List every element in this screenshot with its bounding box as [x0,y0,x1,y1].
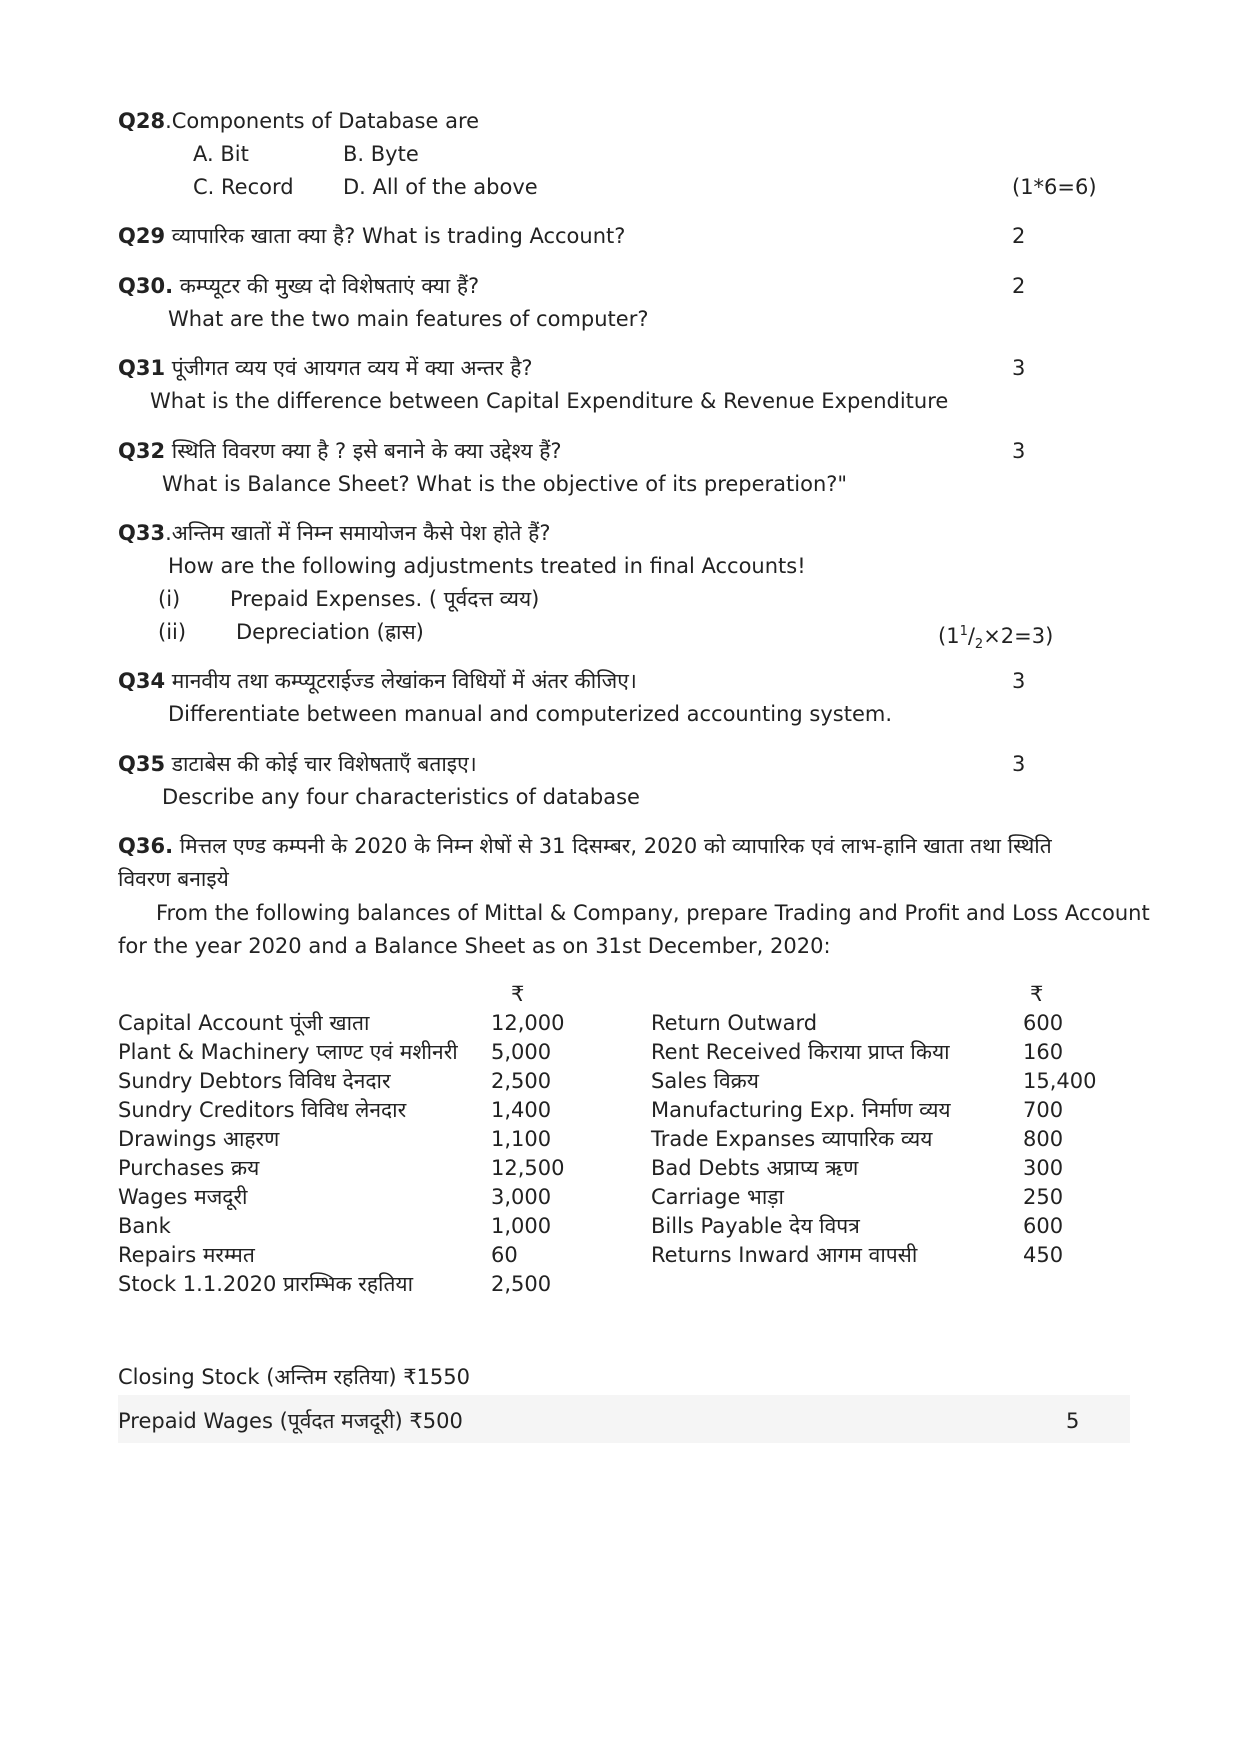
q33-marks [938,619,1053,658]
q30-text-en: What are the two main features of computer? [168,307,649,331]
right-balance-row [651,1126,1064,1152]
q36-text-en-2: for the year 2020 and a Balance Sheet as on 31st December, 2020: [118,934,831,958]
right-balance-row [651,1068,1097,1094]
balance-label: Carriage भाड़ा [651,1185,784,1209]
right-balance-row [651,1010,1064,1036]
right-balance-row [651,1184,1064,1210]
q28-option-d: D. All of the above [343,175,538,199]
balance-label: Stock 1.1.2020 प्रारम्भिक रहतिया [118,1272,414,1296]
q31-line [118,355,533,381]
q34-line [118,668,637,694]
q31-text: पूंजीगत व्यय एवं आयगत व्यय में क्या अन्तर है? [165,356,533,380]
q32-text: स्थिति विवरण क्या है ? इसे बनाने के क्या उद्देश्य हैं? [165,439,562,463]
q34-marks: 3 [1012,669,1026,693]
q34-text: मानवीय तथा कम्प्यूटराईज्ड लेखांकन विधियों में अंतर कीजिए। [165,669,637,693]
q33-marks-sup: 1 [959,624,968,639]
q35-line [118,751,477,777]
q28-option-a: A. Bit [193,142,249,166]
q28-option-b: B. Byte [343,142,419,166]
q28-option-c: C. Record [193,175,294,199]
q32-text-en: What is Balance Sheet? What is the objective of its preperation?" [162,472,848,496]
balance-label: Capital Account पूंजी खाता [118,1011,370,1035]
right-balance-row [651,1039,1064,1065]
q33-marks-suffix: ×2=3) [983,624,1054,648]
balance-amount: 1,000 [491,1214,552,1238]
q33-marks-sub: 2 [974,637,984,653]
q33-item-1-text: Prepaid Expenses. ( पूर्वदत्त व्यय) [230,587,540,611]
balance-amount: 12,500 [491,1156,565,1180]
balance-amount: 2,500 [491,1069,552,1093]
left-balance-row [118,1242,518,1268]
q35-text-en: Describe any four characteristics of database [162,785,640,809]
q36-text-hi-1: मित्तल एण्ड कम्पनी के 2020 के निम्न शेषों से 31 दिसम्बर, 2020 को व्यापारिक एवं लाभ-हानि खाता तथा स्थिति [173,834,1052,858]
q31-marks: 3 [1012,356,1026,380]
closing-stock: Closing Stock (अन्तिम रहतिया) ₹1550 [118,1365,471,1389]
balance-label: Drawings आहरण [118,1127,280,1151]
q33-item-1-label: (i) [158,587,181,611]
left-currency-header: ₹ [511,982,525,1006]
left-balance-row [118,1097,552,1123]
left-balance-row [118,1155,565,1181]
balance-amount: 700 [1023,1098,1064,1122]
balance-label: Repairs मरम्मत [118,1243,255,1267]
right-balance-row [651,1155,1064,1181]
q35-number: Q35 [118,752,166,776]
balance-label: Bills Payable देय विपत्र [651,1214,860,1238]
balance-label: Wages मजदूरी [118,1185,248,1209]
q30-number: Q30. [118,274,174,298]
balance-label: Sales विक्रय [651,1069,759,1093]
q31-text-en: What is the difference between Capital Expenditure & Revenue Expenditure [150,389,949,413]
balance-amount: 60 [491,1243,518,1267]
q29-marks: 2 [1012,224,1026,248]
balance-amount: 2,500 [491,1272,552,1296]
right-balance-row [651,1242,1064,1268]
balance-label: Returns Inward आगम वापसी [651,1243,918,1267]
q33-item-2-text: Depreciation (ह्रास) [236,620,424,644]
balance-label: Plant & Machinery प्लाण्ट एवं मशीनरी [118,1040,458,1064]
balance-label: Trade Expanses व्यापारिक व्यय [651,1127,933,1151]
q33-line [118,520,550,546]
balance-amount: 800 [1023,1127,1064,1151]
q33-text: .अन्तिम खातों में निम्न समायोजन कैसे पेश होते हैं? [165,521,551,545]
balance-label: Manufacturing Exp. निर्माण व्यय [651,1098,951,1122]
q36-text-hi-2: विवरण बनाइये [118,867,229,891]
balance-label: Bad Debts अप्राप्य ऋण [651,1156,859,1180]
balance-label: Return Outward [651,1011,818,1035]
balance-label: Bank [118,1214,171,1238]
q33-text-en: How are the following adjustments treated in final Accounts! [168,554,806,578]
q30-marks: 2 [1012,274,1026,298]
left-balance-row [118,1271,552,1297]
q32-marks: 3 [1012,439,1026,463]
balance-amount: 15,400 [1023,1069,1097,1093]
balance-amount: 600 [1023,1214,1064,1238]
q36-number: Q36. [118,834,174,858]
q29-number: Q29 [118,224,166,248]
balance-amount: 250 [1023,1185,1064,1209]
balance-amount: 5,000 [491,1040,552,1064]
balance-amount: 600 [1023,1011,1064,1035]
balance-amount: 1,400 [491,1098,552,1122]
q29-text: व्यापारिक खाता क्या है? What is trading Account? [165,224,626,248]
q28-marks: (1*6=6) [1012,175,1097,199]
balance-amount: 12,000 [491,1011,565,1035]
q30-text: कम्प्यूटर की मुख्य दो विशेषताएं क्या हैं? [173,274,480,298]
q30-line [118,273,479,299]
balance-amount: 1,100 [491,1127,552,1151]
balance-label: Sundry Debtors विविध देनदार [118,1069,391,1093]
q28-line [118,108,479,134]
balance-label: Sundry Creditors विविध लेनदार [118,1098,407,1122]
q32-number: Q32 [118,439,166,463]
left-balance-row [118,1184,552,1210]
balance-label: Purchases क्रय [118,1156,260,1180]
right-currency-header: ₹ [1030,982,1044,1006]
q28-number: Q28 [118,109,166,133]
right-balance-row [651,1097,1064,1123]
balance-amount: 3,000 [491,1185,552,1209]
left-balance-row [118,1010,565,1036]
left-balance-row [118,1068,552,1094]
q35-marks: 3 [1012,752,1026,776]
balance-label: Rent Received किराया प्राप्त किया [651,1040,950,1064]
left-balance-row [118,1126,552,1152]
q31-number: Q31 [118,356,166,380]
balance-amount: 160 [1023,1040,1064,1064]
prepaid-wages: Prepaid Wages (पूर्वदत मजदूरी) ₹500 [118,1409,463,1433]
q35-text: डाटाबेस की कोई चार विशेषताएँ बताइए। [165,752,477,776]
q32-line [118,438,562,464]
balance-amount: 450 [1023,1243,1064,1267]
q36-marks: 5 [1066,1409,1080,1433]
q33-item-2-label: (ii) [158,620,187,644]
left-balance-row [118,1213,552,1239]
q34-number: Q34 [118,669,166,693]
q36-text-en-1: From the following balances of Mittal & Company, prepare Trading and Profit and Loss Account [156,901,1150,925]
q33-marks-prefix: (1 [938,624,960,648]
left-balance-row [118,1039,552,1065]
q33-number: Q33 [118,521,166,545]
q36-line-1 [118,833,1052,859]
balance-amount: 300 [1023,1156,1064,1180]
right-balance-row [651,1213,1064,1239]
q28-text: .Components of Database are [165,109,480,133]
q33-marks-slash: / [967,624,975,648]
q29-line [118,223,625,249]
q34-text-en: Differentiate between manual and computerized accounting system. [168,702,893,726]
